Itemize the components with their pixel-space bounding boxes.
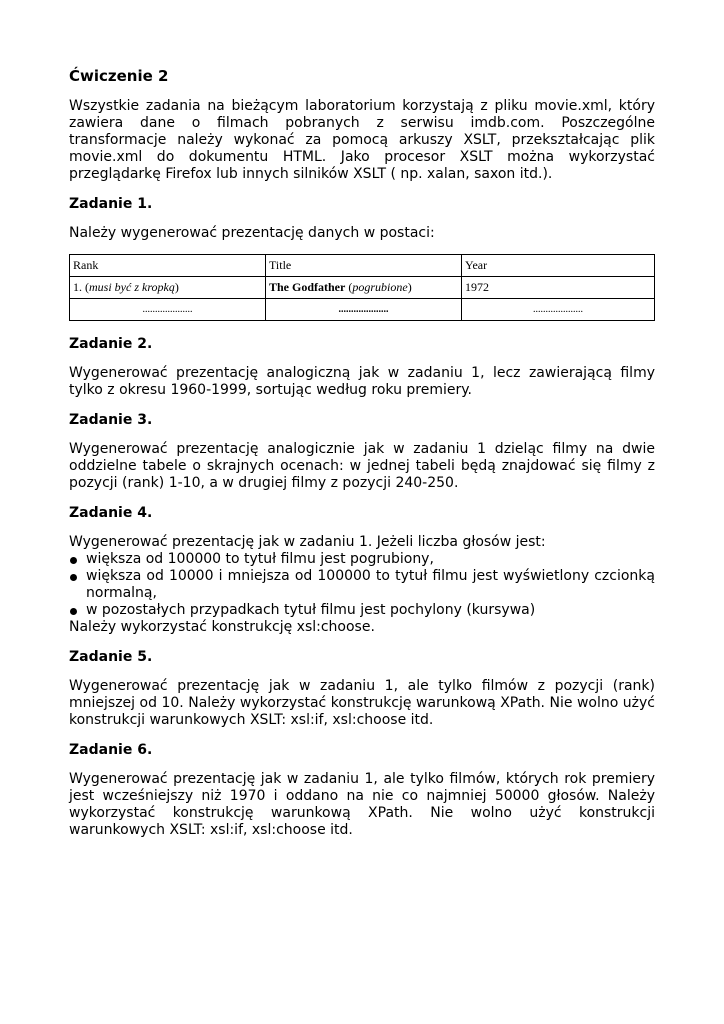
task1-text: Należy wygenerować prezentację danych w postaci: xyxy=(69,225,435,241)
list-item xyxy=(69,551,655,568)
task4-text: Wygenerować prezentację jak w zadaniu 1. Jeżeli liczba głosów jest: xyxy=(69,534,546,550)
header-rank: Rank xyxy=(70,255,266,277)
task2-heading: Zadanie 2. xyxy=(69,336,153,352)
list-item xyxy=(69,602,655,619)
bullet-icon xyxy=(70,557,77,564)
list-item xyxy=(69,568,655,602)
rank-note: musi być z kropką xyxy=(89,280,175,294)
bullet-text: w pozostałych przypadkach tytuł filmu jest pochylony (kursywa) xyxy=(86,602,536,618)
cell-dots-rank: .................... xyxy=(70,299,266,321)
title-value: The Godfather xyxy=(269,280,346,294)
cell-dots-title: .................... xyxy=(266,299,462,321)
bullet-text: większa od 100000 to tytuł filmu jest pogrubiony, xyxy=(86,551,434,567)
header-title: Title xyxy=(266,255,462,277)
rank-value: 1. xyxy=(73,280,82,294)
example-table xyxy=(69,254,655,321)
table-row xyxy=(70,277,655,299)
task1-heading: Zadanie 1. xyxy=(69,196,153,212)
task5-heading: Zadanie 5. xyxy=(69,649,153,665)
bullet-icon xyxy=(70,608,77,615)
task3-heading: Zadanie 3. xyxy=(69,412,153,428)
header-year: Year xyxy=(462,255,655,277)
table-row-dots xyxy=(70,299,655,321)
task3-text: Wygenerować prezentację analogicznie jak w zadaniu 1 dzieląc filmy na dwie oddzielne tabele o skrajnych ocenach: w jednej tabeli będą znajdować się filmy z pozycji (rank) 1-10, a w drugiej filmy z pozycji 240-250. xyxy=(69,441,655,491)
cell-title: The Godfather (pogrubione) xyxy=(266,277,462,299)
task4-footer: Należy wykorzystać konstrukcję xsl:choose. xyxy=(69,619,375,635)
bullet-text: większa od 10000 i mniejsza od 100000 to tytuł filmu jest wyświetlony czcionką normalną, xyxy=(86,568,655,601)
bullet-icon xyxy=(70,574,77,581)
document-content xyxy=(69,66,655,851)
intro-paragraph: Wszystkie zadania na bieżącym laboratorium korzystają z pliku movie.xml, który zawiera dane o filmach pobranych z serwisu imdb.com. Poszczególne transformacje należy wykonać za pomocą arkuszy XSLT, przekształcając plik movie.xml do dokumentu HTML. Jako procesor XSLT można wykorzystać przeglądarkę Firefox lub innych silników XSLT ( np. xalan, saxon itd.). xyxy=(69,98,655,182)
task5-text: Wygenerować prezentację jak w zadaniu 1, ale tylko filmów z pozycji (rank) mniejszej od 10. Należy wykorzystać konstrukcję warunkową XPath. Nie wolno użyć konstrukcji warunkowych XSLT: xsl:if, xsl:choose itd. xyxy=(69,678,655,728)
task6-text: Wygenerować prezentację jak w zadaniu 1, ale tylko filmów, których rok premiery jest wcześniejszy niż 1970 i oddano na nie co najmniej 50000 głosów. Należy wykorzystać konstrukcję warunkową XPath. Nie wolno użyć konstrukcji warunkowych XSLT: xsl:if, xsl:choose itd. xyxy=(69,771,655,838)
task6-heading: Zadanie 6. xyxy=(69,742,153,758)
task4-bullet-list xyxy=(69,551,655,619)
task4-heading: Zadanie 4. xyxy=(69,505,153,521)
task2-text: Wygenerować prezentację analogiczną jak w zadaniu 1, lecz zawierającą filmy tylko z okresu 1960-1999, sortując według roku premiery. xyxy=(69,365,655,398)
cell-dots-year: .................... xyxy=(462,299,655,321)
page-title: Ćwiczenie 2 xyxy=(69,67,169,85)
title-note: pogrubione xyxy=(352,280,408,294)
cell-rank: 1. (musi być z kropką) xyxy=(70,277,266,299)
cell-year: 1972 xyxy=(462,277,655,299)
table-header-row xyxy=(70,255,655,277)
